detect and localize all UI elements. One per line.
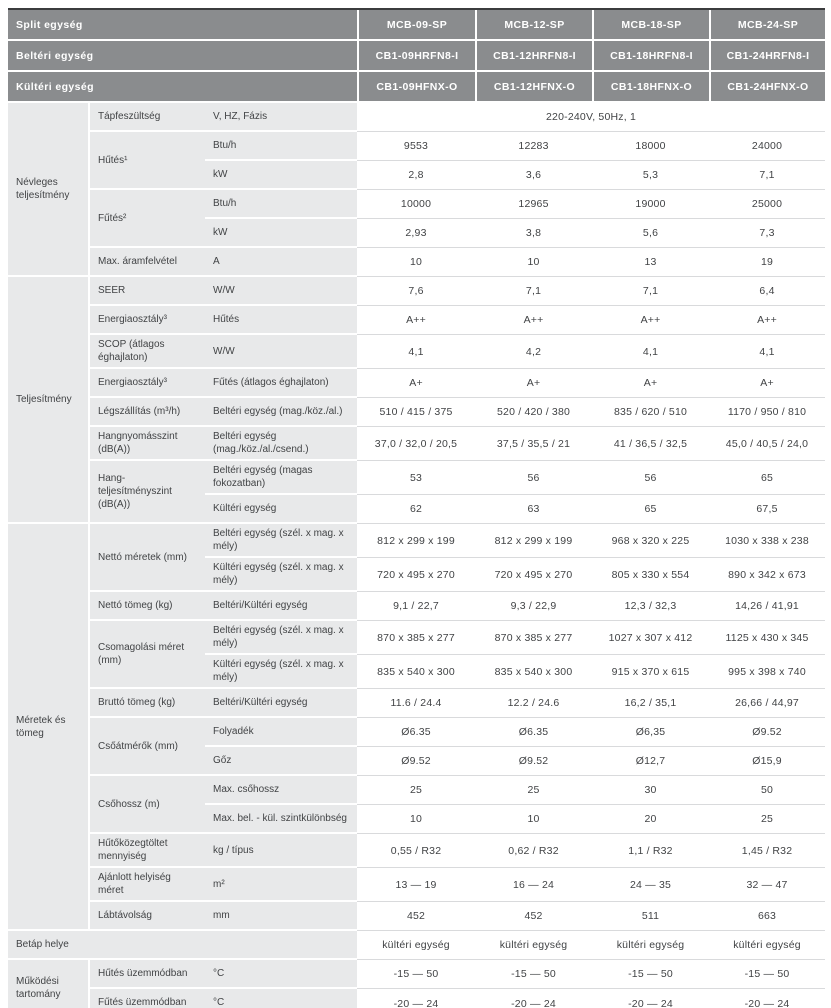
header-row-label: Kültéri egység [8, 72, 357, 103]
model-name-cell: CB1-12HRFN8-I [475, 41, 592, 72]
spec-value-cell: -15 — 50 [475, 960, 592, 989]
spec-unit-cell: Kültéri egység (szél. x mag. x mély) [205, 655, 357, 689]
spec-value-cell: 56 [475, 461, 592, 495]
spec-row [8, 776, 825, 805]
spec-value-cell: 220-240V, 50Hz, 1 [357, 103, 825, 132]
section-group-label: Teljesítmény [8, 277, 88, 524]
header-row [8, 72, 825, 103]
spec-value-cell: 12,3 / 32,3 [592, 592, 709, 621]
spec-value-cell: 805 x 330 x 554 [592, 558, 709, 592]
spec-attr-cell: SEER [88, 277, 205, 306]
spec-value-cell: 4,2 [475, 335, 592, 369]
spec-value-cell: 2,93 [357, 219, 475, 248]
spec-value-cell: 63 [475, 495, 592, 524]
model-name-cell: MCB-24-SP [709, 10, 825, 41]
spec-value-cell: 37,0 / 32,0 / 20,5 [357, 427, 475, 461]
spec-attr-cell: Energiaosztály³ [88, 306, 205, 335]
spec-value-cell: 11.6 / 24.4 [357, 689, 475, 718]
spec-value-cell: 37,5 / 35,5 / 21 [475, 427, 592, 461]
spec-attr-cell: Hangnyomásszint (dB(A)) [88, 427, 205, 461]
spec-attr-cell: Fűtés üzemmódban [88, 989, 205, 1008]
spec-value-cell: Ø15,9 [709, 747, 825, 776]
spec-unit-cell: W/W [205, 335, 357, 369]
spec-attr-cell: SCOP (átlagos éghajlaton) [88, 335, 205, 369]
spec-row [8, 248, 825, 277]
spec-unit-cell: Beltéri egység (mag./köz./al./csend.) [205, 427, 357, 461]
spec-value-cell: Ø6.35 [475, 718, 592, 747]
spec-value-cell: 995 x 398 x 740 [709, 655, 825, 689]
spec-value-cell: 7,1 [475, 277, 592, 306]
spec-value-cell: 1027 x 307 x 412 [592, 621, 709, 655]
model-name-cell: CB1-18HRFN8-I [592, 41, 709, 72]
spec-unit-cell: Beltéri/Kültéri egység [205, 592, 357, 621]
spec-value-cell: A+ [357, 369, 475, 398]
spec-value-cell: 9553 [357, 132, 475, 161]
section-group-label: Névleges teljesítmény [8, 103, 88, 277]
spec-attr-cell: Lábtávolság [88, 902, 205, 931]
spec-value-cell: 16,2 / 35,1 [592, 689, 709, 718]
spec-unit-cell: Kültéri egység (szél. x mag. x mély) [205, 558, 357, 592]
spec-value-cell: 3,6 [475, 161, 592, 190]
header-row-label: Split egység [8, 10, 357, 41]
spec-unit-cell: mm [205, 902, 357, 931]
spec-value-cell: 30 [592, 776, 709, 805]
spec-value-cell: -15 — 50 [592, 960, 709, 989]
spec-unit-cell: A [205, 248, 357, 277]
spec-value-cell: kültéri egység [475, 931, 592, 960]
spec-value-cell: 24000 [709, 132, 825, 161]
spec-value-cell: 2,8 [357, 161, 475, 190]
spec-value-cell: 890 x 342 x 673 [709, 558, 825, 592]
spec-value-cell: 10 [357, 248, 475, 277]
spec-value-cell: Ø6,35 [592, 718, 709, 747]
spec-attr-cell: Fűtés² [88, 190, 205, 248]
spec-value-cell: 18000 [592, 132, 709, 161]
spec-unit-cell: Folyadék [205, 718, 357, 747]
spec-value-cell: 41 / 36,5 / 32,5 [592, 427, 709, 461]
spec-row [8, 427, 825, 461]
spec-value-cell: 16 — 24 [475, 868, 592, 902]
section-flat-label: Betáp helye [8, 931, 357, 960]
spec-value-cell: Ø12,7 [592, 747, 709, 776]
model-name-cell: CB1-24HFNX-O [709, 72, 825, 103]
spec-value-cell: 56 [592, 461, 709, 495]
spec-attr-cell: Csőhossz (m) [88, 776, 205, 834]
spec-attr-cell: Hűtés üzemmódban [88, 960, 205, 989]
spec-value-cell: 13 [592, 248, 709, 277]
spec-row [8, 132, 825, 161]
spec-value-cell: 12283 [475, 132, 592, 161]
spec-value-cell: 5,6 [592, 219, 709, 248]
spec-value-cell: 4,1 [357, 335, 475, 369]
spec-attr-cell: Csőátmérők (mm) [88, 718, 205, 776]
spec-value-cell: 452 [357, 902, 475, 931]
spec-unit-cell: Hűtés [205, 306, 357, 335]
spec-value-cell: 10000 [357, 190, 475, 219]
spec-row [8, 369, 825, 398]
model-name-cell: CB1-18HFNX-O [592, 72, 709, 103]
spec-value-cell: 25 [357, 776, 475, 805]
spec-unit-cell: Beltéri egység (mag./köz./al.) [205, 398, 357, 427]
section-group-label: Méretek és tömeg [8, 524, 88, 931]
spec-value-cell: -20 — 24 [357, 989, 475, 1008]
spec-value-cell: 720 x 495 x 270 [357, 558, 475, 592]
model-name-cell: MCB-18-SP [592, 10, 709, 41]
spec-value-cell: 1,1 / R32 [592, 834, 709, 868]
spec-value-cell: -15 — 50 [709, 960, 825, 989]
spec-value-cell: 7,6 [357, 277, 475, 306]
spec-value-cell: -20 — 24 [709, 989, 825, 1008]
spec-value-cell: 812 x 299 x 199 [475, 524, 592, 558]
spec-unit-cell: kW [205, 219, 357, 248]
spec-unit-cell: Max. csőhossz [205, 776, 357, 805]
spec-table [8, 8, 825, 1008]
spec-value-cell: 870 x 385 x 277 [475, 621, 592, 655]
spec-attr-cell: Energiaosztály³ [88, 369, 205, 398]
spec-value-cell: 5,3 [592, 161, 709, 190]
model-name-cell: CB1-09HFNX-O [357, 72, 475, 103]
spec-attr-cell: Max. áramfelvétel [88, 248, 205, 277]
spec-value-cell: 452 [475, 902, 592, 931]
spec-value-cell: 0,55 / R32 [357, 834, 475, 868]
spec-value-cell: 19000 [592, 190, 709, 219]
spec-row [8, 989, 825, 1008]
spec-row [8, 461, 825, 495]
spec-attr-cell: Nettó méretek (mm) [88, 524, 205, 592]
spec-value-cell: 1125 x 430 x 345 [709, 621, 825, 655]
spec-unit-cell: W/W [205, 277, 357, 306]
spec-value-cell: 511 [592, 902, 709, 931]
spec-unit-cell: Kültéri egység [205, 495, 357, 524]
model-name-cell: CB1-24HRFN8-I [709, 41, 825, 72]
spec-value-cell: 9,3 / 22,9 [475, 592, 592, 621]
spec-unit-cell: m² [205, 868, 357, 902]
spec-attr-cell: Tápfeszültség [88, 103, 205, 132]
spec-value-cell: 3,8 [475, 219, 592, 248]
spec-value-cell: 50 [709, 776, 825, 805]
spec-value-cell: 0,62 / R32 [475, 834, 592, 868]
spec-unit-cell: Btu/h [205, 190, 357, 219]
spec-value-cell: 25 [475, 776, 592, 805]
spec-value-cell: A++ [475, 306, 592, 335]
spec-value-cell: 835 x 540 x 300 [475, 655, 592, 689]
spec-value-cell: 6,4 [709, 277, 825, 306]
spec-value-cell: 10 [475, 248, 592, 277]
spec-value-cell: 24 — 35 [592, 868, 709, 902]
spec-attr-cell: Légszállítás (m³/h) [88, 398, 205, 427]
spec-unit-cell: Gőz [205, 747, 357, 776]
spec-value-cell: 835 / 620 / 510 [592, 398, 709, 427]
spec-value-cell: 45,0 / 40,5 / 24,0 [709, 427, 825, 461]
spec-value-cell: A+ [592, 369, 709, 398]
spec-value-cell: 7,3 [709, 219, 825, 248]
spec-value-cell: 1,45 / R32 [709, 834, 825, 868]
spec-unit-cell: kW [205, 161, 357, 190]
spec-value-cell: kültéri egység [357, 931, 475, 960]
spec-row [8, 689, 825, 718]
header-row [8, 10, 825, 41]
spec-row [8, 718, 825, 747]
spec-row [8, 190, 825, 219]
spec-attr-cell: Hűtőközegtöltet mennyiség [88, 834, 205, 868]
spec-value-cell: 20 [592, 805, 709, 834]
spec-unit-cell: V, HZ, Fázis [205, 103, 357, 132]
spec-value-cell: kültéri egység [592, 931, 709, 960]
spec-value-cell: Ø9.52 [357, 747, 475, 776]
spec-attr-cell: Nettó tömeg (kg) [88, 592, 205, 621]
spec-value-cell: 32 — 47 [709, 868, 825, 902]
spec-value-cell: 4,1 [592, 335, 709, 369]
spec-value-cell: 14,26 / 41,91 [709, 592, 825, 621]
spec-unit-cell: Fűtés (átlagos éghajlaton) [205, 369, 357, 398]
spec-unit-cell: Max. bel. - kül. szintkülönbség [205, 805, 357, 834]
spec-unit-cell: Beltéri egység (magas fokozatban) [205, 461, 357, 495]
spec-value-cell: A+ [475, 369, 592, 398]
spec-unit-cell: Beltéri egység (szél. x mag. x mély) [205, 524, 357, 558]
spec-value-cell: Ø6.35 [357, 718, 475, 747]
spec-value-cell: 67,5 [709, 495, 825, 524]
spec-row [8, 960, 825, 989]
spec-unit-cell: kg / típus [205, 834, 357, 868]
header-row [8, 41, 825, 72]
spec-value-cell: 19 [709, 248, 825, 277]
spec-value-cell: 835 x 540 x 300 [357, 655, 475, 689]
spec-row [8, 306, 825, 335]
spec-value-cell: 510 / 415 / 375 [357, 398, 475, 427]
spec-value-cell: 968 x 320 x 225 [592, 524, 709, 558]
spec-value-cell: kültéri egység [709, 931, 825, 960]
spec-unit-cell: °C [205, 960, 357, 989]
spec-value-cell: 25000 [709, 190, 825, 219]
spec-row [8, 621, 825, 655]
spec-unit-cell: °C [205, 989, 357, 1008]
spec-value-cell: 870 x 385 x 277 [357, 621, 475, 655]
table-header [8, 10, 825, 103]
spec-value-cell: A++ [357, 306, 475, 335]
spec-value-cell: -20 — 24 [475, 989, 592, 1008]
spec-row [8, 592, 825, 621]
spec-value-cell: A++ [592, 306, 709, 335]
spec-row [8, 902, 825, 931]
spec-row [8, 335, 825, 369]
spec-row [8, 931, 825, 960]
spec-unit-cell: Beltéri/Kültéri egység [205, 689, 357, 718]
spec-attr-cell: Hang-teljesítményszint (dB(A)) [88, 461, 205, 524]
model-name-cell: MCB-09-SP [357, 10, 475, 41]
spec-value-cell: A++ [709, 306, 825, 335]
spec-value-cell: 720 x 495 x 270 [475, 558, 592, 592]
spec-value-cell: 65 [592, 495, 709, 524]
spec-attr-cell: Ajánlott helyiség méret [88, 868, 205, 902]
spec-value-cell: -15 — 50 [357, 960, 475, 989]
spec-row [8, 524, 825, 558]
spec-attr-cell: Bruttó tömeg (kg) [88, 689, 205, 718]
spec-value-cell: -20 — 24 [592, 989, 709, 1008]
spec-value-cell: 7,1 [709, 161, 825, 190]
spec-attr-cell: Csomagolási méret (mm) [88, 621, 205, 689]
section-group-label: Működési tartomány [8, 960, 88, 1008]
spec-row [8, 103, 825, 132]
spec-row [8, 834, 825, 868]
model-name-cell: CB1-09HRFN8-I [357, 41, 475, 72]
spec-value-cell: 1030 x 338 x 238 [709, 524, 825, 558]
spec-value-cell: A+ [709, 369, 825, 398]
spec-value-cell: 53 [357, 461, 475, 495]
spec-row [8, 868, 825, 902]
model-name-cell: CB1-12HFNX-O [475, 72, 592, 103]
spec-value-cell: 62 [357, 495, 475, 524]
spec-value-cell: 4,1 [709, 335, 825, 369]
spec-value-cell: 520 / 420 / 380 [475, 398, 592, 427]
model-name-cell: MCB-12-SP [475, 10, 592, 41]
spec-value-cell: 25 [709, 805, 825, 834]
spec-value-cell: 7,1 [592, 277, 709, 306]
spec-row [8, 398, 825, 427]
spec-value-cell: 1170 / 950 / 810 [709, 398, 825, 427]
spec-value-cell: 663 [709, 902, 825, 931]
spec-value-cell: Ø9.52 [709, 718, 825, 747]
spec-value-cell: 26,66 / 44,97 [709, 689, 825, 718]
spec-value-cell: 915 x 370 x 615 [592, 655, 709, 689]
spec-value-cell: 12.2 / 24.6 [475, 689, 592, 718]
spec-value-cell: 812 x 299 x 199 [357, 524, 475, 558]
spec-attr-cell: Hűtés¹ [88, 132, 205, 190]
spec-value-cell: 9,1 / 22,7 [357, 592, 475, 621]
spec-value-cell: 12965 [475, 190, 592, 219]
spec-unit-cell: Btu/h [205, 132, 357, 161]
spec-value-cell: Ø9.52 [475, 747, 592, 776]
header-row-label: Beltéri egység [8, 41, 357, 72]
spec-value-cell: 10 [357, 805, 475, 834]
spec-value-cell: 10 [475, 805, 592, 834]
spec-row [8, 277, 825, 306]
spec-unit-cell: Beltéri egység (szél. x mag. x mély) [205, 621, 357, 655]
spec-value-cell: 65 [709, 461, 825, 495]
table-body [8, 103, 825, 1008]
spec-value-cell: 13 — 19 [357, 868, 475, 902]
